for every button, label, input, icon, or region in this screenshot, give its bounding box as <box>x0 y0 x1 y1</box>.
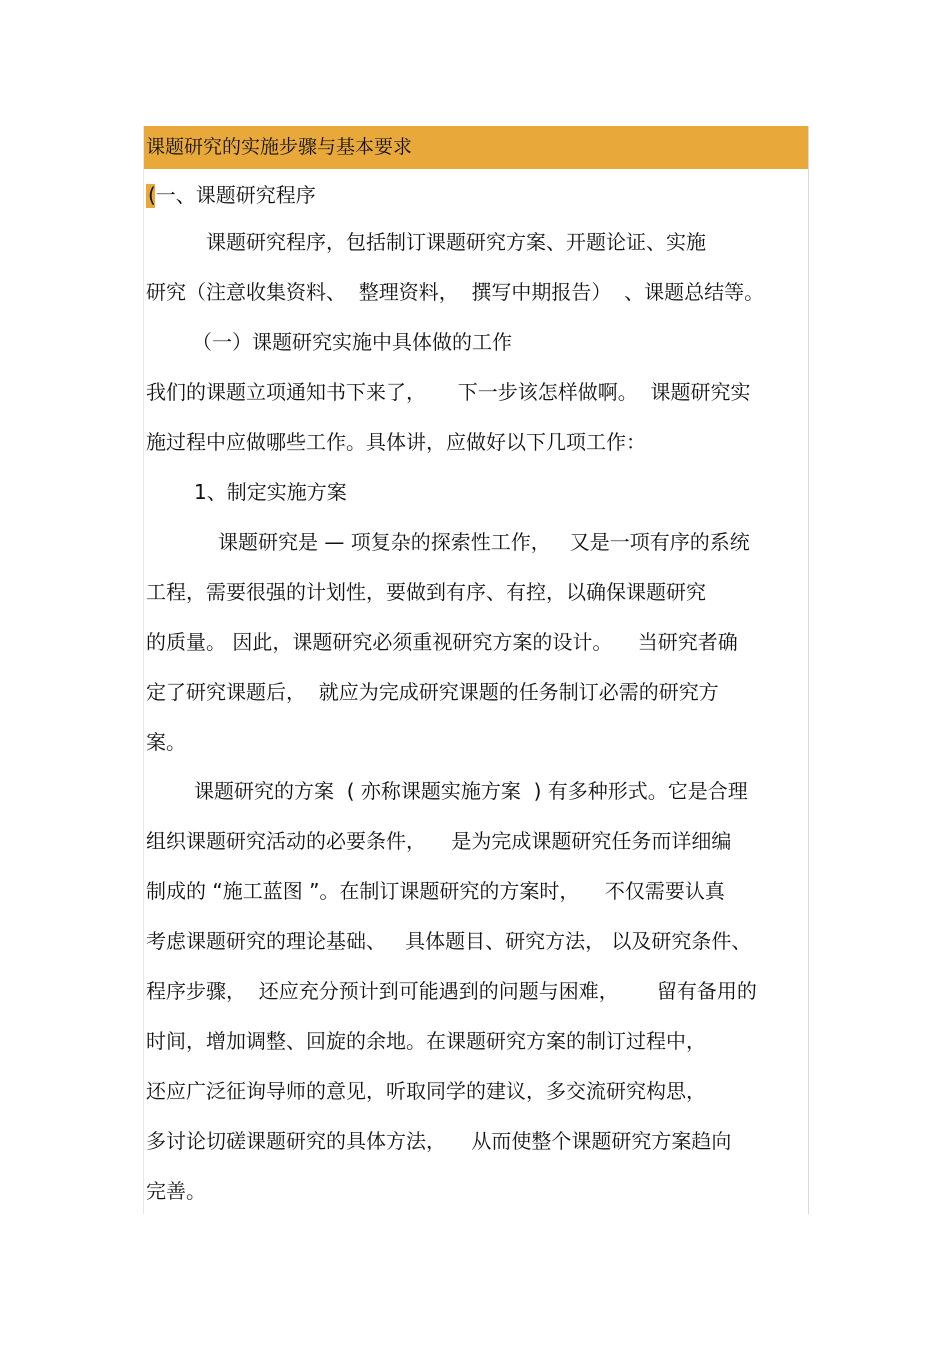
document-title: 课题研究的实施步骤与基本要求 <box>146 136 413 158</box>
paragraph-line: 课题研究是 — 项复杂的探索性工作， 又是一项有序的系统 <box>218 530 750 554</box>
paragraph-line: 还应广泛征询导师的意见，听取同学的建议，多交流研究构思， <box>146 1079 706 1103</box>
paragraph-line: 我们的课题立项通知书下来了， 下一步该怎样做啊。 课题研究实 <box>146 380 751 404</box>
paragraph-line: 考虑课题研究的理论基础、 具体题目、研究方法， 以及研究条件、 <box>146 929 752 953</box>
section-heading-1: (一、课题研究程序 <box>148 183 316 207</box>
paragraph-line: 课题研究的方案 ( 亦称课题实施方案 ) 有多种形式。它是合理 <box>194 779 748 803</box>
title-bar <box>144 126 808 169</box>
paragraph-line: 程序步骤， 还应充分预计到可能遇到的问题与困难， 留有备用的 <box>146 979 757 1003</box>
paragraph-line: 课题研究程序，包括制订课题研究方案、开题论证、实施 <box>206 230 706 254</box>
paragraph-line: 工程，需要很强的计划性，要做到有序、有控，以确保课题研究 <box>146 580 706 604</box>
document-page <box>143 126 809 1214</box>
paragraph-line: 研究（注意收集资料、 整理资料， 撰写中期报告） 、课题总结等。 <box>146 280 765 304</box>
paragraph-line: 案。 <box>146 730 186 754</box>
section-heading-2: （一）课题研究实施中具体做的工作 <box>192 330 512 354</box>
paragraph-line: 多讨论切磋课题研究的具体方法， 从而使整个课题研究方案趋向 <box>146 1129 732 1153</box>
paragraph-line: 的质量。 因此，课题研究必须重视研究方案的设计。 当研究者确 <box>146 630 738 654</box>
paragraph-line: 时间，增加调整、回旋的余地。在课题研究方案的制订过程中， <box>146 1029 706 1053</box>
paragraph-line: 完善。 <box>146 1179 206 1203</box>
paragraph-line: 施过程中应做哪些工作。具体讲，应做好以下几项工作： <box>146 430 646 454</box>
list-item-heading: 1、制定实施方案 <box>194 480 347 504</box>
paragraph-line: 组织课题研究活动的必要条件， 是为完成课题研究任务而详细编 <box>146 829 732 853</box>
paragraph-line: 定了研究课题后， 就应为完成研究课题的任务制订必需的研究方 <box>146 680 719 704</box>
paragraph-line: 制成的 “施工蓝图 ”。在制订课题研究的方案时， 不仅需要认真 <box>146 879 725 903</box>
